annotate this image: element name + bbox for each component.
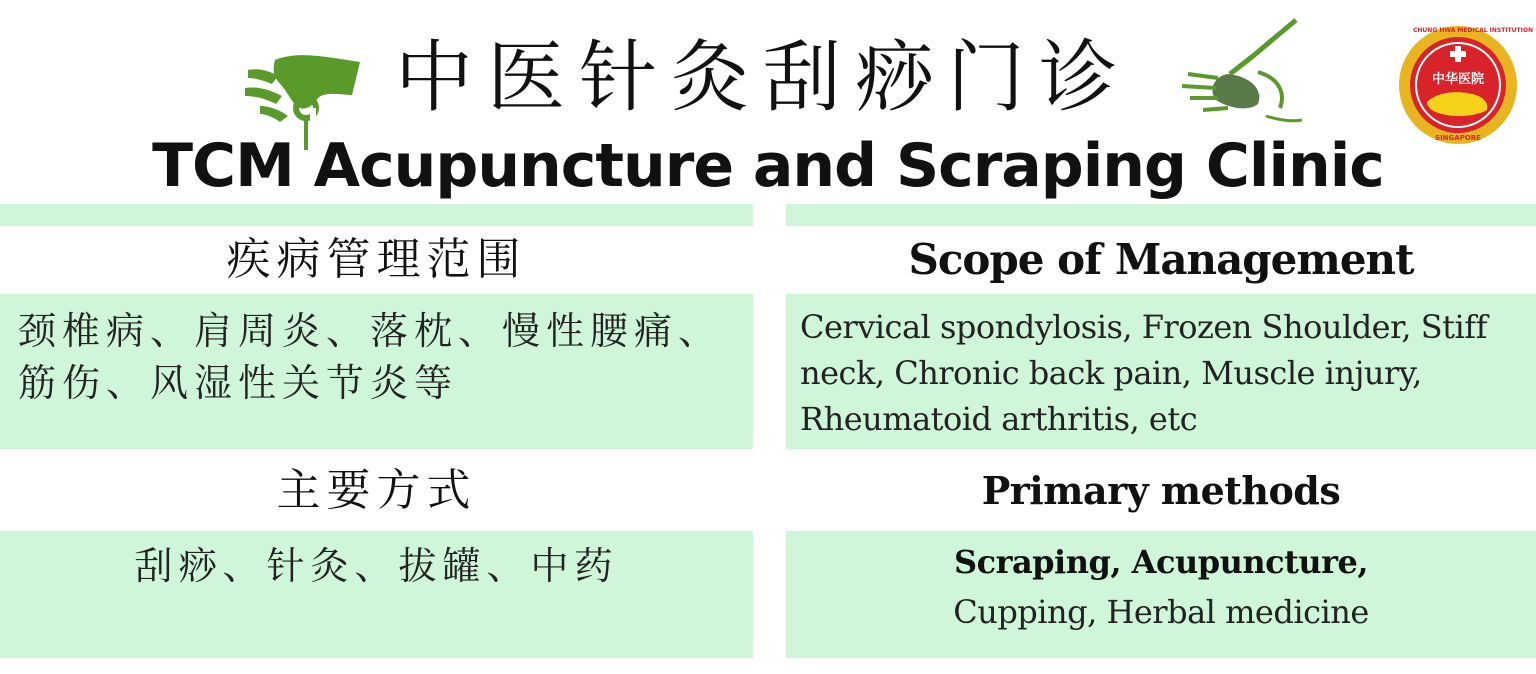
scope-panel-english	[786, 294, 1536, 449]
methods-text-english-line1: Scraping, Acupuncture,	[953, 543, 1368, 581]
scope-text-chinese-line1: 颈椎病、肩周炎、落枕、慢性腰痛、	[18, 309, 723, 353]
page-title-chinese: 中医针灸刮痧门诊	[395, 33, 1132, 123]
methods-heading-english: Primary methods	[981, 468, 1341, 513]
page-title-english: TCM Acupuncture and Scraping Clinic	[152, 131, 1384, 201]
methods-panel-chinese	[0, 531, 753, 658]
scraping-tool-hand-icon	[1168, 16, 1308, 128]
scope-heading-chinese: 疾病管理范围	[226, 234, 527, 285]
methods-text-chinese: 刮痧、针灸、拔罐、中药	[134, 544, 619, 588]
scope-panel-chinese	[0, 294, 753, 449]
scope-heading-english: Scope of Management	[908, 235, 1414, 284]
scope-text-english-line1: Cervical spondylosis, Frozen Shoulder, Stiff	[800, 308, 1487, 346]
logo-bottom-text: SINGAPORE	[1435, 134, 1481, 142]
divider-strip-right	[786, 204, 1536, 226]
logo-center-text: 中华医院	[1431, 72, 1484, 87]
methods-heading-chinese: 主要方式	[276, 465, 477, 516]
divider-strip-left	[0, 204, 753, 226]
scope-text-english-line3: Rheumatoid arthritis, etc	[800, 400, 1198, 438]
scope-text-chinese-line2: 筋伤、风湿性关节炎等	[18, 361, 459, 405]
logo-ring-text: CHUNG HWA MEDICAL INSTITUTION	[1413, 27, 1533, 34]
scope-text-english-line2: neck, Chronic back pain, Muscle injury,	[800, 354, 1422, 392]
methods-panel-english	[786, 531, 1536, 658]
methods-text-english-line2: Cupping, Herbal medicine	[953, 593, 1369, 631]
